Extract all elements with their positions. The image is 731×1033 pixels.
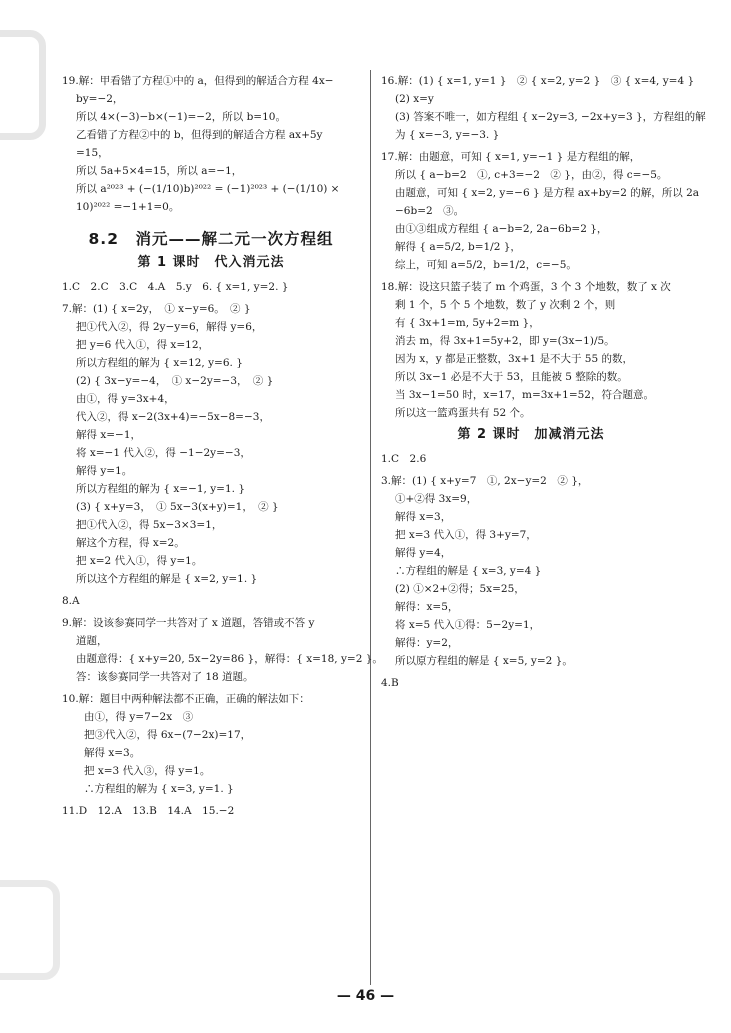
text-line: 把③代入②，得 6x−(7−2x)=17， xyxy=(84,729,252,741)
text-line: 17.解：由题意，可知 { x=1, y=−1 } 是方程组的解， xyxy=(381,151,641,163)
text-line: 道题， xyxy=(76,635,108,647)
text-line: 10)²⁰²² =−1+1=0。 xyxy=(76,201,180,213)
lesson-title: 第 2 课时 加减消元法 xyxy=(457,427,605,442)
text-line: 7.解：(1) { x=2y， ① x−y=6。 ② } xyxy=(62,303,251,315)
text-line: (3) { x+y=3， ① 5x−3(x+y)=1， ② } xyxy=(76,501,279,513)
text-line: (2) ①×2+②得；5x=25， xyxy=(395,583,525,595)
text-line: 所以 4×(−3)−b×(−1)=−2，所以 b=10。 xyxy=(76,111,286,123)
text-line: 解得 x=3， xyxy=(395,511,452,523)
answer-line: 4.B xyxy=(381,677,399,689)
right-column xyxy=(381,68,706,692)
text-line: 解得 y=4， xyxy=(395,547,452,559)
text-line: 剩 1 个，5 个 5 个地数，数了 y 次剩 2 个，则 xyxy=(395,299,616,311)
text-line: 综上，可知 a=5/2，b=1/2，c=−5。 xyxy=(395,259,577,271)
text-line: (2) { 3x−y=−4， ① x−2y=−3， ② } xyxy=(76,375,274,387)
text-line: 所以这个方程组的解是 { x=2, y=1. } xyxy=(76,573,258,585)
text-line: 由题意，可知 { x=2, y=−6 } 是方程 ax+by=2 的解，所以 2a xyxy=(395,187,700,199)
left-column xyxy=(62,68,383,820)
text-line: 所以方程组的解为 { x=12, y=6. } xyxy=(76,357,243,369)
text-line: 由题意得：{ x+y=20, 5x−2y=86 }，解得：{ x=18, y=2 }。 xyxy=(76,653,383,665)
text-line: 所以 3x−1 必是不大于 53，且能被 5 整除的数。 xyxy=(395,371,628,383)
text-line: 代入②，得 x−2(3x+4)=−5x−8=−3， xyxy=(76,411,270,423)
question-9 xyxy=(62,614,383,686)
text-line: 乙看错了方程②中的 b，但得到的解适合方程 ax+5y xyxy=(76,129,323,141)
text-line: 19.解：甲看错了方程①中的 a，但得到的解适合方程 4x− xyxy=(62,75,334,87)
text-line: 由①，得 y=7−2x ③ xyxy=(84,711,194,723)
text-line: 当 3x−1=50 时，x=17，m=3x+1=52，符合题意。 xyxy=(395,389,654,401)
question-3 xyxy=(381,472,681,670)
text-line: 由①，得 y=3x+4， xyxy=(76,393,175,405)
text-line: 因为 x，y 都是正整数，3x+1 是不大于 55 的数， xyxy=(395,353,633,365)
text-line: 把 x=3 代入①，得 3+y=7， xyxy=(395,529,537,541)
answer-line: 11.D 12.A 13.B 14.A 15.−2 xyxy=(62,805,235,817)
text-line: 把①代入②，得 5x−3×3=1， xyxy=(76,519,223,531)
text-line: 所以方程组的解为 { x=−1, y=1. } xyxy=(76,483,245,495)
question-18 xyxy=(381,278,681,422)
text-line: (2) x=y xyxy=(395,93,434,105)
question-17 xyxy=(381,148,700,274)
section-title: 8.2 消元——解二元一次方程组 xyxy=(88,230,334,248)
text-line: 解得 x=3。 xyxy=(84,747,141,759)
text-line: 所以这一篮鸡蛋共有 52 个。 xyxy=(395,407,531,419)
text-line: ①+②得 3x=9， xyxy=(395,493,478,505)
text-line: 解得：y=2， xyxy=(395,637,459,649)
text-line: 18.解：设这只篮子装了 m 个鸡蛋，3 个 3 个地数，数了 x 次 xyxy=(381,281,671,293)
text-line: 9.解：设该参赛同学一共答对了 x 道题，答错或不答 y xyxy=(62,617,315,629)
text-line: −6b=2 ③。 xyxy=(395,205,465,217)
answer-line: 8.A xyxy=(62,595,80,607)
text-line: 10.解：题目中两种解法都不正确，正确的解法如下： xyxy=(62,693,310,705)
text-line: 把①代入②，得 2y−y=6，解得 y=6， xyxy=(76,321,263,333)
watermark-decoration xyxy=(0,880,60,980)
text-line: 所以 { a−b=2 ①, c+3=−2 ② }，由②，得 c=−5。 xyxy=(395,169,668,181)
answer-line: 1.C 2.6 xyxy=(381,453,427,465)
text-line: by=−2， xyxy=(76,93,124,105)
text-line: 答：该参赛同学一共答对了 18 道题。 xyxy=(76,671,254,683)
question-10 xyxy=(62,690,360,798)
text-line: 把 y=6 代入①，得 x=12， xyxy=(76,339,210,351)
text-line: 所以 a²⁰²³ + (−(1/10)b)²⁰²² = (−1)²⁰²³ + (−(1/10) × xyxy=(76,183,340,195)
text-line: 解这个方程，得 x=2。 xyxy=(76,537,185,549)
text-line: 所以原方程组的解是 { x=5, y=2 }。 xyxy=(395,655,573,667)
text-line: 将 x=5 代入①得：5−2y=1， xyxy=(395,619,541,631)
lesson-title: 第 1 课时 代入消元法 xyxy=(137,255,285,270)
text-line: 解得：x=5， xyxy=(395,601,459,613)
text-line: ∴方程组的解是 { x=3, y=4 } xyxy=(395,565,542,577)
text-line: 解得 x=−1， xyxy=(76,429,142,441)
column-divider xyxy=(370,70,371,985)
text-line: 所以 5a+5×4=15，所以 a=−1， xyxy=(76,165,243,177)
text-line: 把 x=2 代入①，得 y=1。 xyxy=(76,555,203,567)
question-7 xyxy=(62,300,360,588)
text-line: 由①③组成方程组 { a−b=2, 2a−6b=2 }， xyxy=(395,223,608,235)
text-line: 解得 y=1。 xyxy=(76,465,133,477)
text-line: 将 x=−1 代入②，得 −1−2y=−3， xyxy=(76,447,251,459)
text-line: 有 { 3x+1=m, 5y+2=m }， xyxy=(395,317,540,329)
text-line: 把 x=3 代入③，得 y=1。 xyxy=(84,765,211,777)
text-line: 解得 { a=5/2, b=1/2 }， xyxy=(395,241,521,253)
watermark-decoration xyxy=(0,30,46,140)
text-line: =15， xyxy=(76,147,109,159)
question-19 xyxy=(62,72,360,216)
text-line: 3.解：(1) { x+y=7 ①, 2x−y=2 ② }， xyxy=(381,475,589,487)
question-16 xyxy=(381,72,706,144)
page-number: — 46 — xyxy=(336,988,395,1004)
text-line: (3) 答案不唯一，如方程组 { x−2y=3, −2x+y=3 }，方程组的解 xyxy=(395,111,706,123)
answer-line: 1.C 2.C 3.C 4.A 5.y 6. { x=1, y=2. } xyxy=(62,281,289,293)
text-line: 消去 m，得 3x+1=5y+2，即 y=(3x−1)/5。 xyxy=(395,335,615,347)
text-line: ∴方程组的解为 { x=3, y=1. } xyxy=(84,783,234,795)
text-line: 16.解：(1) { x=1, y=1 } ② { x=2, y=2 } ③ { x=4, y=4 } xyxy=(381,75,695,87)
text-line: 为 { x=−3, y=−3. } xyxy=(395,129,500,141)
